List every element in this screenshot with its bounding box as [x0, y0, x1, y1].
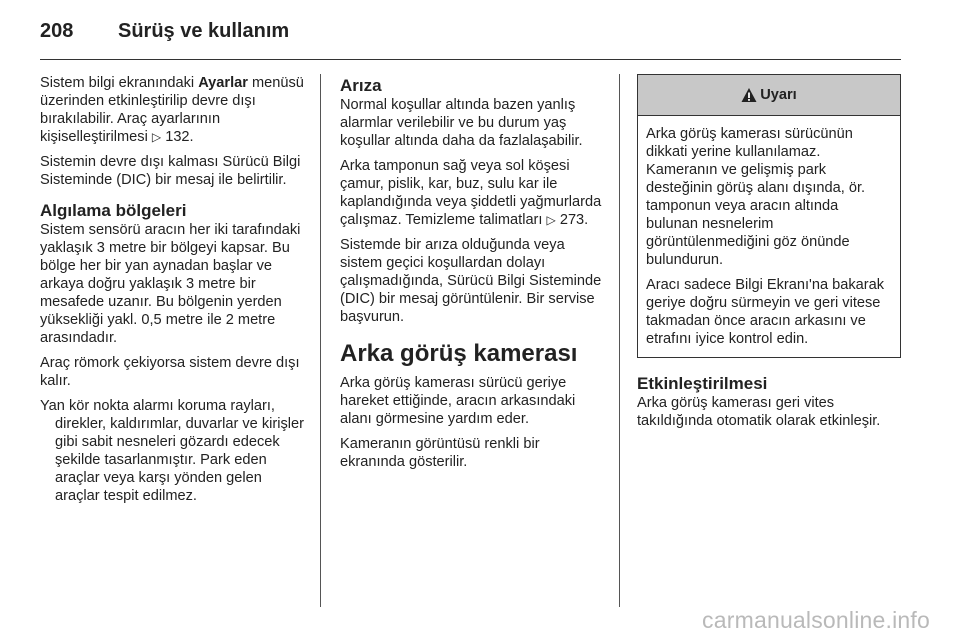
column-1	[40, 74, 308, 512]
header-rule	[40, 59, 901, 60]
paragraph-dic-message: Sistemin devre dışı kalması Sürücü Bilgi Sisteminde (DIC) bir mesaj ile belirtilir.	[40, 154, 301, 188]
heading-fault: Arıza	[340, 76, 382, 95]
heading-activation: Etkinleştirilmesi	[637, 374, 768, 393]
paragraph-settings	[40, 74, 308, 146]
paragraph-zone-description: Sistem sensörü aracın her iki tarafındaki yaklaşık 3 metre bir bölgeyi kapsar. Bu bölge her bir yan aynadan başlar ve arkaya doğru yaklaşık 3 metre bir mesafede uzanır. Bu bölgenin yerden yüksekliği yakl. 0,5 metre ile 2 metre arasındadır.	[40, 222, 301, 346]
warning-paragraph-1: Arka görüş kamerası sürücünün dikkati yerine kullanılamaz. Kameranın ve gelişmiş park desteğinin görüş alanı dışında, ör. tamponun veya aracın altında bulunan nesnelerim görüntülenmediğini göz önünde bulundurun.	[646, 126, 866, 268]
column-2	[340, 74, 608, 478]
paragraph-activation: Arka görüş kamerası geri vites takıldığında otomatik olarak etkinleşir.	[637, 395, 881, 429]
paragraph-bumper-cleaning	[340, 157, 608, 229]
column-divider-2	[619, 74, 620, 607]
column-divider-1	[320, 74, 321, 607]
page-title: Sürüş ve kullanım	[118, 20, 290, 42]
warning-box	[637, 74, 901, 358]
warning-triangle-icon	[741, 87, 757, 103]
page-reference-arrow-icon: ▷	[151, 130, 162, 144]
warning-body	[638, 116, 900, 357]
text: menüsü üzerinden etkinleştirilip devre dışı bırakılabilir. Araç ayarlarının kişiselleştirilmesi	[40, 75, 304, 145]
page-reference: 273.	[559, 212, 589, 228]
page-reference-arrow-icon: ▷	[546, 213, 556, 227]
paragraph-false-alarms: Normal koşullar altında bazen yanlış alarmlar verilebilir ve bu durum yaş koşullar altında daha da fazlalaşabilir.	[340, 97, 583, 149]
paragraph-trailer: Araç römork çekiyorsa sistem devre dışı kalır.	[40, 355, 300, 389]
page-header	[40, 20, 289, 50]
text: Arka tamponun sağ veya sol köşesi çamur, pislik, kar, buz, sulu kar ile kaplandığında veya şiddetli yağmurlarda çalışmaz. Temizleme talimatları	[340, 158, 602, 228]
warning-header	[638, 75, 900, 116]
page-number: 208	[40, 20, 74, 42]
column-3	[637, 74, 901, 437]
paragraph-fault-message: Sistemde bir arıza olduğunda veya sistem geçici koşullardan dolayı çalışmadığında, Sürücü Bilgi Sisteminde (DIC) bir mesaj görüntülenir. Bir servise başvurun.	[340, 237, 602, 325]
paragraph-fixed-objects: Yan kör nokta alarmı koruma rayları, direkler, kaldırımlar, duvarlar ve kirişler gibi sabit nesneleri gözardı edecek şekilde tasarlanmıştır. Park eden araçlar veya karşı yönden gelen araçlar tespit edilmez.	[40, 398, 304, 504]
paragraph-camera-display: Kameranın görüntüsü renkli bir ekranında gösterilir.	[340, 436, 540, 470]
text: Sistem bilgi ekranındaki	[40, 75, 199, 91]
warning-paragraph-2: Aracı sadece Bilgi Ekranı'na bakarak geriye doğru sürmeyin ve geri vitese takmadan önce aracın arkasını ve etrafını iyice kontrol edin.	[646, 277, 885, 347]
paragraph-camera-purpose: Arka görüş kamerası sürücü geriye hareket ettiğinde, aracın arkasındaki alanı görmesine yardım eder.	[340, 375, 576, 427]
settings-menu-label: Ayarlar	[198, 75, 248, 91]
heading-rear-view-camera: Arka görüş kamerası	[340, 340, 578, 367]
watermark: carmanualsonline.info	[702, 607, 930, 633]
page-reference: 132.	[165, 129, 194, 145]
heading-detection-zones: Algılama bölgeleri	[40, 201, 187, 220]
warning-title: Uyarı	[760, 87, 797, 103]
